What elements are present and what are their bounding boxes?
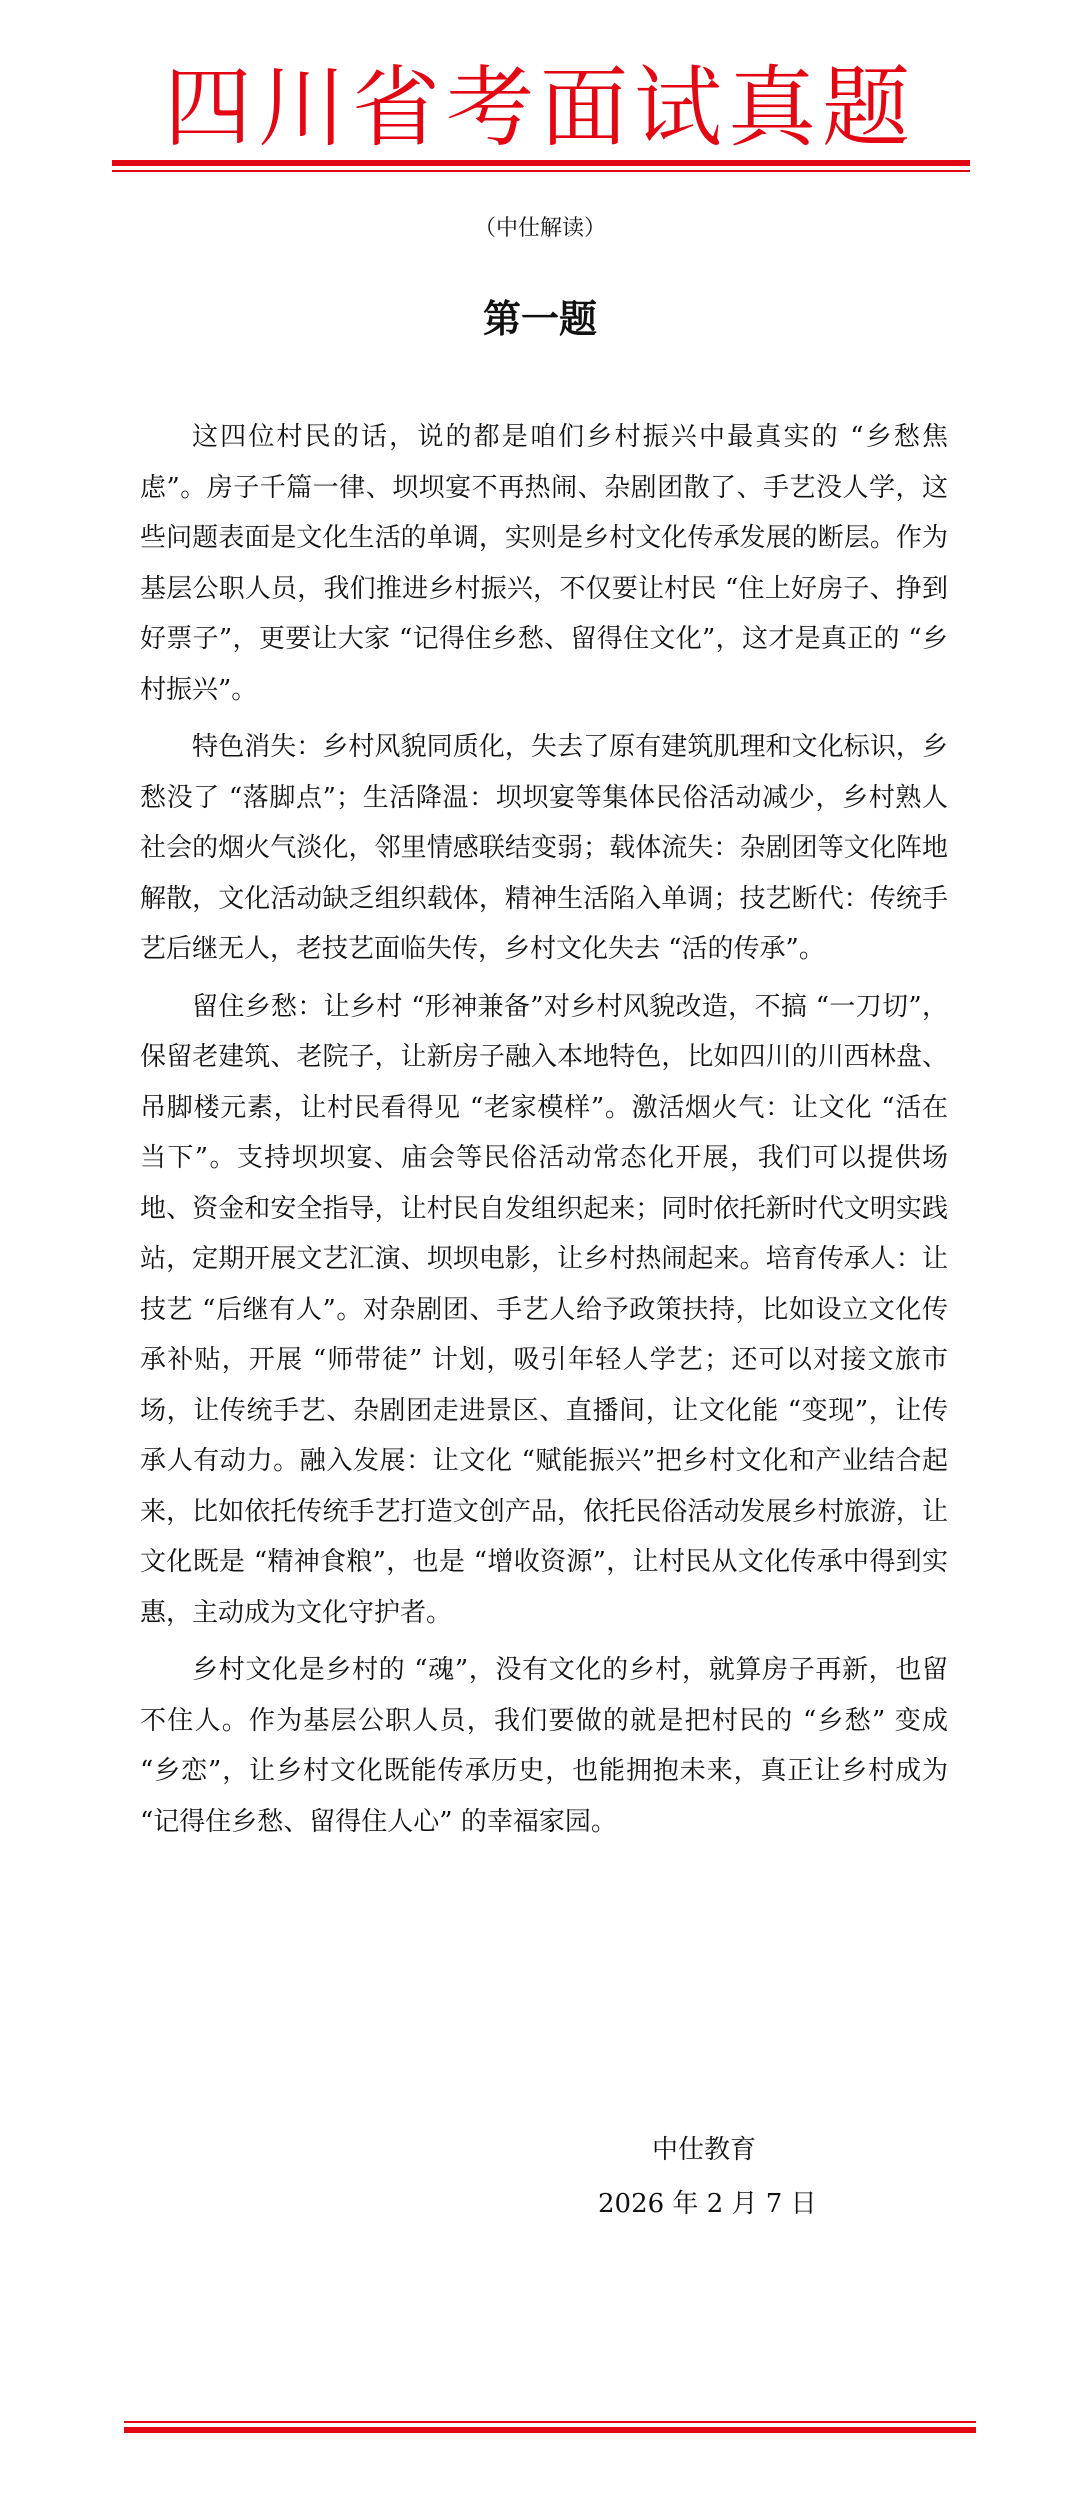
footer-rule-thick	[124, 2427, 976, 2433]
paragraph: 留住乡愁：让乡村 “形神兼备”对乡村风貌改造，不搞 “一刀切”，保留老建筑、老院子，让新房子融入本地特色，比如四川的川西林盘、吊脚楼元素，让村民看得见 “老家模样”。激活烟火气：让文化 “活在当下”。支持坝坝宴、庙会等民俗活动常态化开展，我们可以提供场地、资金和安全指导，让村民自发组织起来；同时依托新时代文明实践站，定期开展文艺汇演、坝坝电影，让乡村热闹起来。培育传承人：让技艺 “后继有人”。对杂剧团、手艺人给予政策扶持，比如设立文化传承补贴，开展 “师带徒” 计划，吸引年轻人学艺；还可以对接文旅市场，让传统手艺、杂剧团走进景区、直播间，让文化能 “变现”，让传承人有动力。融入发展：让文化 “赋能振兴”把乡村文化和产业结合起来，比如依托传统手艺打造文创产品，依托民俗活动发展乡村旅游，让文化既是 “精神食粮”，也是 “增收资源”，让村民从文化传承中得到实惠，主动成为文化守护者。	[140, 991, 948, 1628]
footer-rule-thin	[124, 2421, 976, 2423]
header-title: 四川省考面试真题	[163, 56, 916, 159]
signature-date: 2026 年 2 月 7 日	[598, 2189, 817, 2219]
paragraph: 特色消失：乡村风貌同质化，失去了原有建筑肌理和文化标识，乡愁没了 “落脚点”；生活降温：坝坝宴等集体民俗活动减少，乡村熟人社会的烟火气淡化，邻里情感联结变弱；载体流失：杂剧团等文化阵地解散，文化活动缺乏组织载体，精神生活陷入单调；技艺断代：传统手艺后继无人，老技艺面临失传，乡村文化失去 “活的传承”。	[140, 732, 948, 964]
paragraph: 乡村文化是乡村的 “魂”，没有文化的乡村，就算房子再新，也留不住人。作为基层公职人员，我们要做的就是把村民的 “乡愁” 变成 “乡恋”，让乡村文化既能传承历史，也能拥抱未来，真正让乡村成为 “记得住乡愁、留得住人心” 的幸福家园。	[140, 1655, 948, 1837]
section-title: 第一题	[482, 296, 597, 341]
paragraph: 这四位村民的话，说的都是咱们乡村振兴中最真实的 “乡愁焦虑”。房子千篇一律、坝坝宴不再热闹、杂剧团散了、手艺没人学，这些问题表面是文化生活的单调，实则是乡村文化传承发展的断层。作为基层公职人员，我们推进乡村振兴，不仅要让村民 “住上好房子、挣到好票子”，更要让大家 “记得住乡愁、留得住文化”，这才是真正的 “乡村振兴”。	[140, 422, 948, 705]
header-rule-thin	[112, 170, 970, 172]
body-text	[140, 412, 948, 1854]
signature-org: 中仕教育	[652, 2135, 757, 2165]
header-rule-thick	[112, 160, 970, 166]
subtitle: （中仕解读）	[473, 216, 606, 241]
